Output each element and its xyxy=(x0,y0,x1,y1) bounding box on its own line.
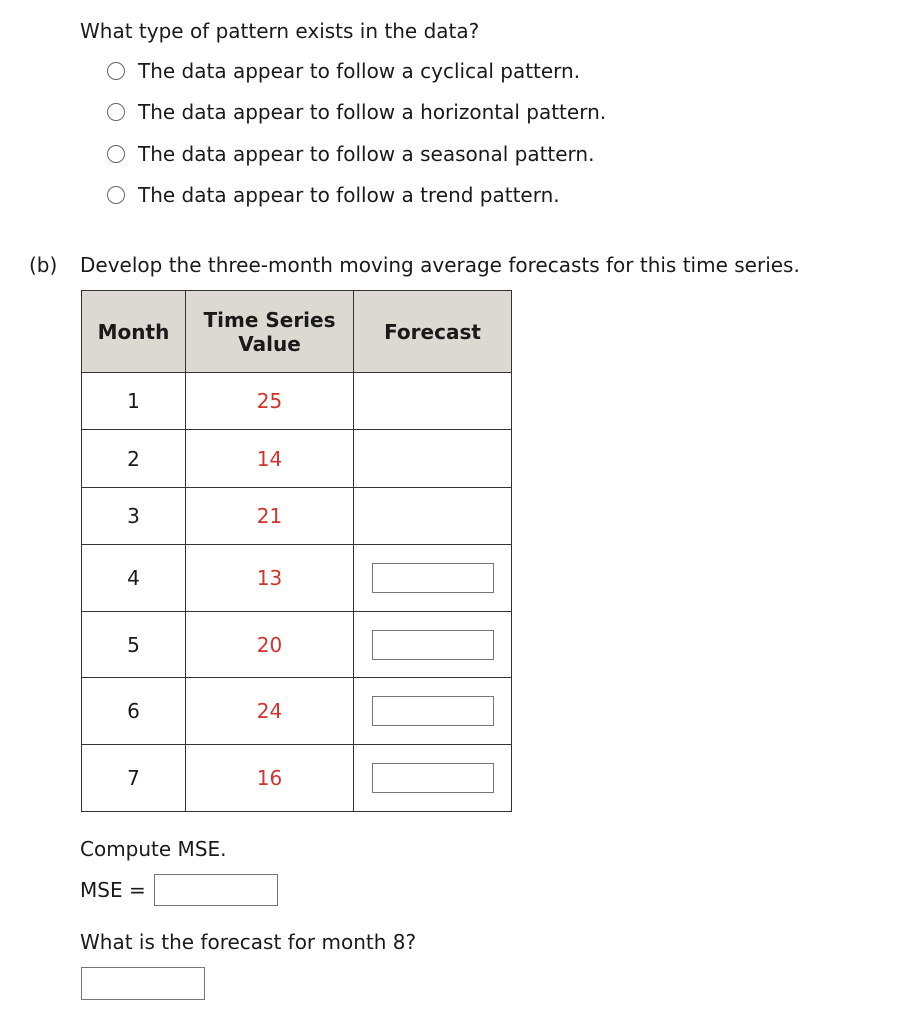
part-b-letter: (b) xyxy=(29,253,58,277)
option-horizontal-label: The data appear to follow a horizontal pattern. xyxy=(138,100,607,124)
option-trend[interactable] xyxy=(107,183,560,207)
table-row xyxy=(82,545,512,612)
radio-cyclical[interactable] xyxy=(107,62,125,80)
radio-seasonal[interactable] xyxy=(107,145,125,163)
forecast-cell xyxy=(354,545,512,612)
option-cyclical-label: The data appear to follow a cyclical pattern. xyxy=(138,59,581,83)
mse-input[interactable] xyxy=(154,874,278,906)
header-forecast: Forecast xyxy=(354,291,512,373)
month-cell: 4 xyxy=(82,545,186,612)
forecast-cell-empty xyxy=(354,373,512,430)
table-header-row xyxy=(82,291,512,373)
forecast-input-month-4[interactable] xyxy=(372,563,494,593)
table-row xyxy=(82,488,512,545)
option-cyclical[interactable] xyxy=(107,59,580,83)
value-cell: 13 xyxy=(186,545,354,612)
part-b-instruction: Develop the three-month moving average forecasts for this time series. xyxy=(80,253,800,277)
mse-prompt: Compute MSE. xyxy=(80,837,227,861)
table-row xyxy=(82,430,512,488)
forecast-cell-empty xyxy=(354,488,512,545)
header-value-line2: Value xyxy=(238,331,301,356)
forecast-cell xyxy=(354,678,512,745)
month-cell: 2 xyxy=(82,430,186,488)
option-trend-label: The data appear to follow a trend pattern. xyxy=(138,183,560,207)
mse-label: MSE = xyxy=(80,878,146,902)
value-cell: 16 xyxy=(186,745,354,812)
option-horizontal[interactable] xyxy=(107,100,606,124)
option-seasonal[interactable] xyxy=(107,142,594,166)
moving-average-table xyxy=(81,290,512,812)
value-cell: 14 xyxy=(186,430,354,488)
header-month: Month xyxy=(82,291,186,373)
table-row xyxy=(82,745,512,812)
option-seasonal-label: The data appear to follow a seasonal pattern. xyxy=(138,142,595,166)
table-row xyxy=(82,612,512,678)
forecast-input-month-7[interactable] xyxy=(372,763,494,793)
table-row xyxy=(82,373,512,430)
month-cell: 3 xyxy=(82,488,186,545)
header-value-line1: Time Series xyxy=(203,307,336,332)
radio-trend[interactable] xyxy=(107,186,125,204)
value-cell: 21 xyxy=(186,488,354,545)
header-time-series-value xyxy=(186,291,354,373)
month-cell: 5 xyxy=(82,612,186,678)
month-cell: 1 xyxy=(82,373,186,430)
value-cell: 24 xyxy=(186,678,354,745)
part-b-heading xyxy=(29,252,800,278)
forecast-input-month-5[interactable] xyxy=(372,630,494,660)
pattern-question: What type of pattern exists in the data? xyxy=(80,19,480,43)
value-cell: 25 xyxy=(186,373,354,430)
month8-forecast-input[interactable] xyxy=(81,967,205,1000)
value-cell: 20 xyxy=(186,612,354,678)
mse-row xyxy=(80,874,278,906)
month-cell: 7 xyxy=(82,745,186,812)
month8-prompt: What is the forecast for month 8? xyxy=(80,930,417,954)
forecast-input-month-6[interactable] xyxy=(372,696,494,726)
table-row xyxy=(82,678,512,745)
forecast-cell xyxy=(354,612,512,678)
radio-horizontal[interactable] xyxy=(107,103,125,121)
forecast-cell-empty xyxy=(354,430,512,488)
forecast-cell xyxy=(354,745,512,812)
month-cell: 6 xyxy=(82,678,186,745)
